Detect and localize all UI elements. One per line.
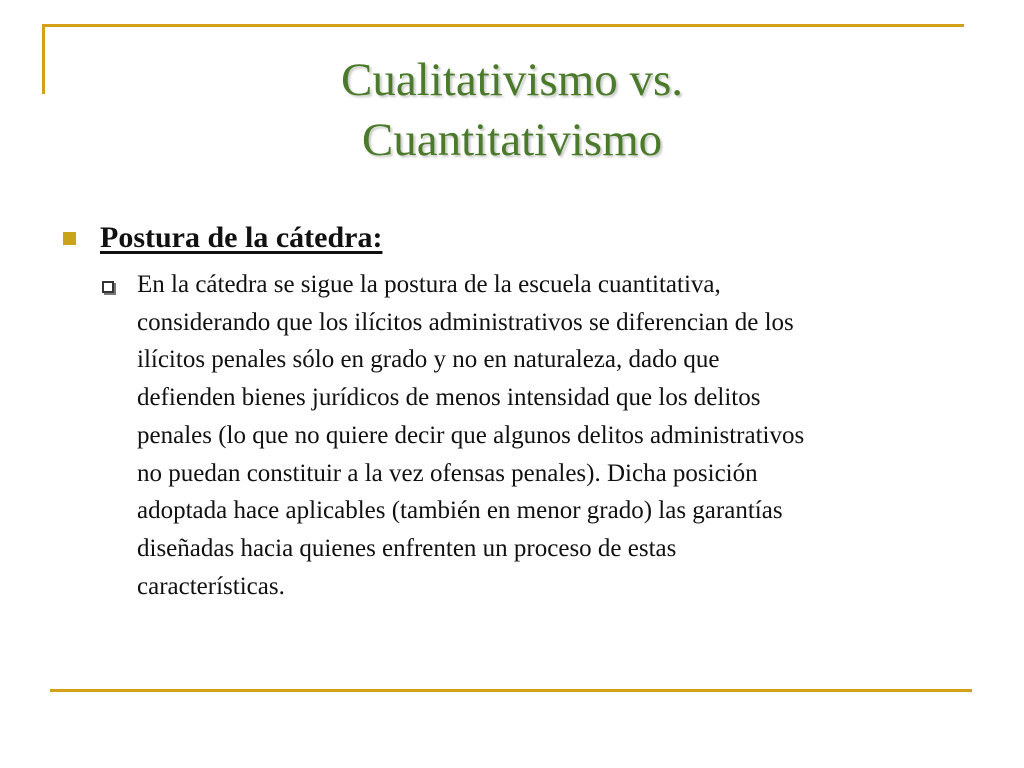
title-line-1: Cualitativismo vs. xyxy=(340,54,684,106)
body-line: adoptada hace aplicables (también en menor grado) las garantías xyxy=(137,497,783,525)
body-line: no puedan constituir a la vez ofensas penales). Dicha posición xyxy=(137,459,758,487)
bottom-frame-rule xyxy=(50,689,972,692)
top-frame-rule xyxy=(42,24,964,27)
body-line: defienden bienes jurídicos de menos intensidad que los delitos xyxy=(137,384,761,412)
body-line: penales (lo que no quiere decir que algunos delitos administrativos xyxy=(137,421,805,449)
body-line: diseñadas hacia quienes enfrenten un proceso de estas xyxy=(137,534,677,562)
body-line: En la cátedra se sigue la postura de la escuela cuantitativa, xyxy=(137,271,721,298)
slide-title xyxy=(100,50,924,170)
title-line-2: Cuantitativismo xyxy=(361,114,663,166)
body-paragraph xyxy=(137,266,942,605)
hollow-square-bullet-icon xyxy=(102,281,114,293)
body-line: ilícitos penales sólo en grado y no en naturaleza, dado que xyxy=(137,346,720,374)
section-heading: Postura de la cátedra: xyxy=(100,221,383,254)
filled-square-bullet-icon xyxy=(63,232,76,245)
body-line: características. xyxy=(137,572,285,600)
left-frame-rule xyxy=(42,24,45,94)
body-line: considerando que los ilícitos administrativos se diferencian de los xyxy=(137,308,794,336)
